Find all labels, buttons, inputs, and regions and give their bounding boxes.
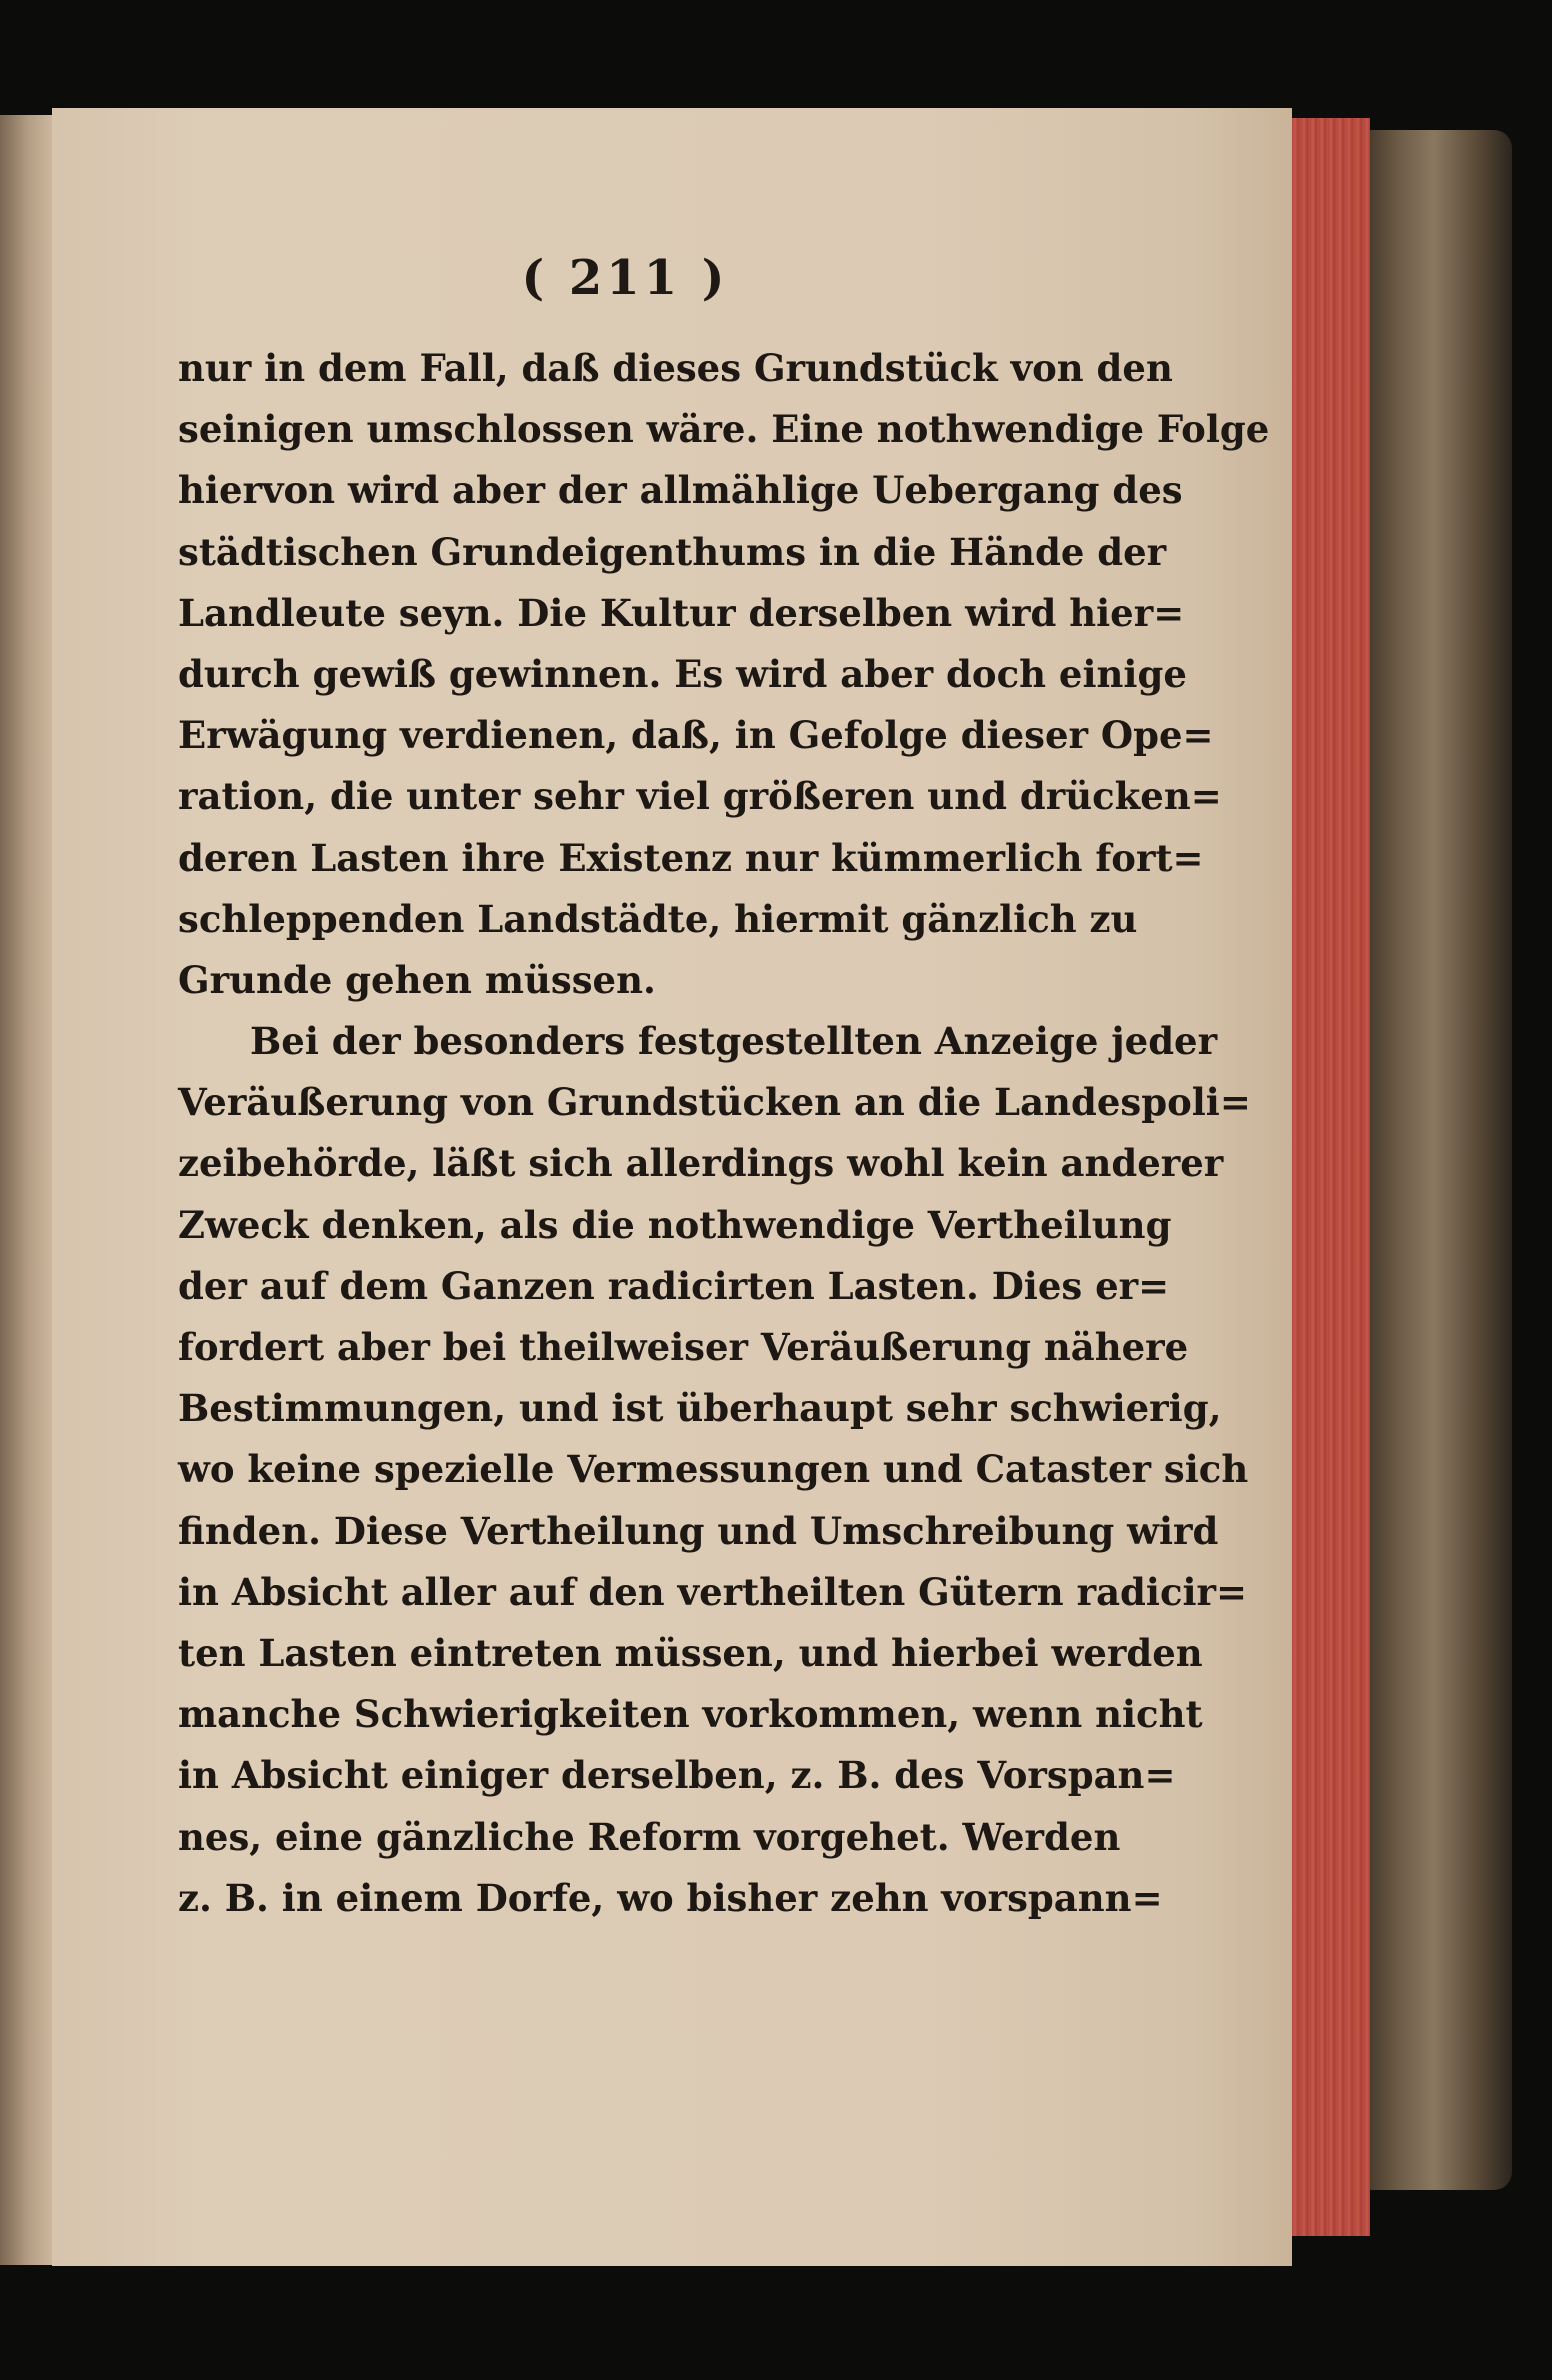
text-line: ten Lasten eintreten müssen, und hierbei werden (178, 1630, 1203, 1675)
text-line: seinigen umschlossen wäre. Eine nothwendige Folge (178, 407, 1270, 452)
text-line: zeibehörde, läßt sich allerdings wohl kein anderer (178, 1141, 1224, 1186)
text-line: deren Lasten ihre Existenz nur kümmerlich fort= (178, 835, 1204, 880)
text-line: schleppenden Landstädte, hiermit gänzlich zu (178, 896, 1138, 941)
text-line: Landleute seyn. Die Kultur derselben wird hier= (178, 590, 1185, 635)
body-text (178, 338, 1270, 1929)
text-line: fordert aber bei theilweiser Veräußerung nähere (178, 1325, 1189, 1369)
text-line: Erwägung verdienen, daß, in Gefolge dieser Ope= (178, 713, 1214, 758)
text-line: der auf dem Ganzen radicirten Lasten. Dies er= (178, 1263, 1170, 1308)
text-line: manche Schwierigkeiten vorkommen, wenn nicht (178, 1692, 1203, 1737)
text-line: Bei der besonders festgestellten Anzeige jeder (250, 1019, 1218, 1064)
text-line: Veräußerung von Grundstücken an die Landespoli= (178, 1080, 1251, 1125)
text-line: hiervon wird aber der allmählige Uebergang des (178, 468, 1183, 513)
text-line: städtischen Grundeigenthums in die Hände der (178, 529, 1167, 574)
left-page-edge (0, 115, 52, 2265)
text-line: finden. Diese Vertheilung und Umschreibung wird (178, 1508, 1219, 1553)
text-line: nur in dem Fall, daß dieses Grundstück von den (178, 346, 1173, 390)
text-line: Grunde gehen müssen. (178, 957, 656, 1002)
text-line: Zweck denken, als die nothwendige Vertheilung (178, 1202, 1172, 1247)
text-line: in Absicht einiger derselben, z. B. des Vorspan= (178, 1753, 1176, 1798)
red-page-edges (1292, 118, 1370, 2236)
text-line: Bestimmungen, und ist überhaupt sehr schwierig, (178, 1386, 1222, 1431)
text-line: z. B. in einem Dorfe, wo bisher zehn vorspann= (178, 1875, 1163, 1920)
page-number: ( 211 ) (521, 250, 729, 306)
text-line: wo keine spezielle Vermessungen und Cataster sich (178, 1447, 1249, 1492)
book-cover-spine (1370, 130, 1512, 2190)
text-line: durch gewiß gewinnen. Es wird aber doch einige (178, 651, 1187, 696)
text-line: ration, die unter sehr viel größeren und drücken= (178, 774, 1222, 819)
text-line: in Absicht aller auf den vertheilten Gütern radicir= (178, 1569, 1248, 1614)
text-line: nes, eine gänzliche Reform vorgehet. Werden (178, 1814, 1121, 1859)
